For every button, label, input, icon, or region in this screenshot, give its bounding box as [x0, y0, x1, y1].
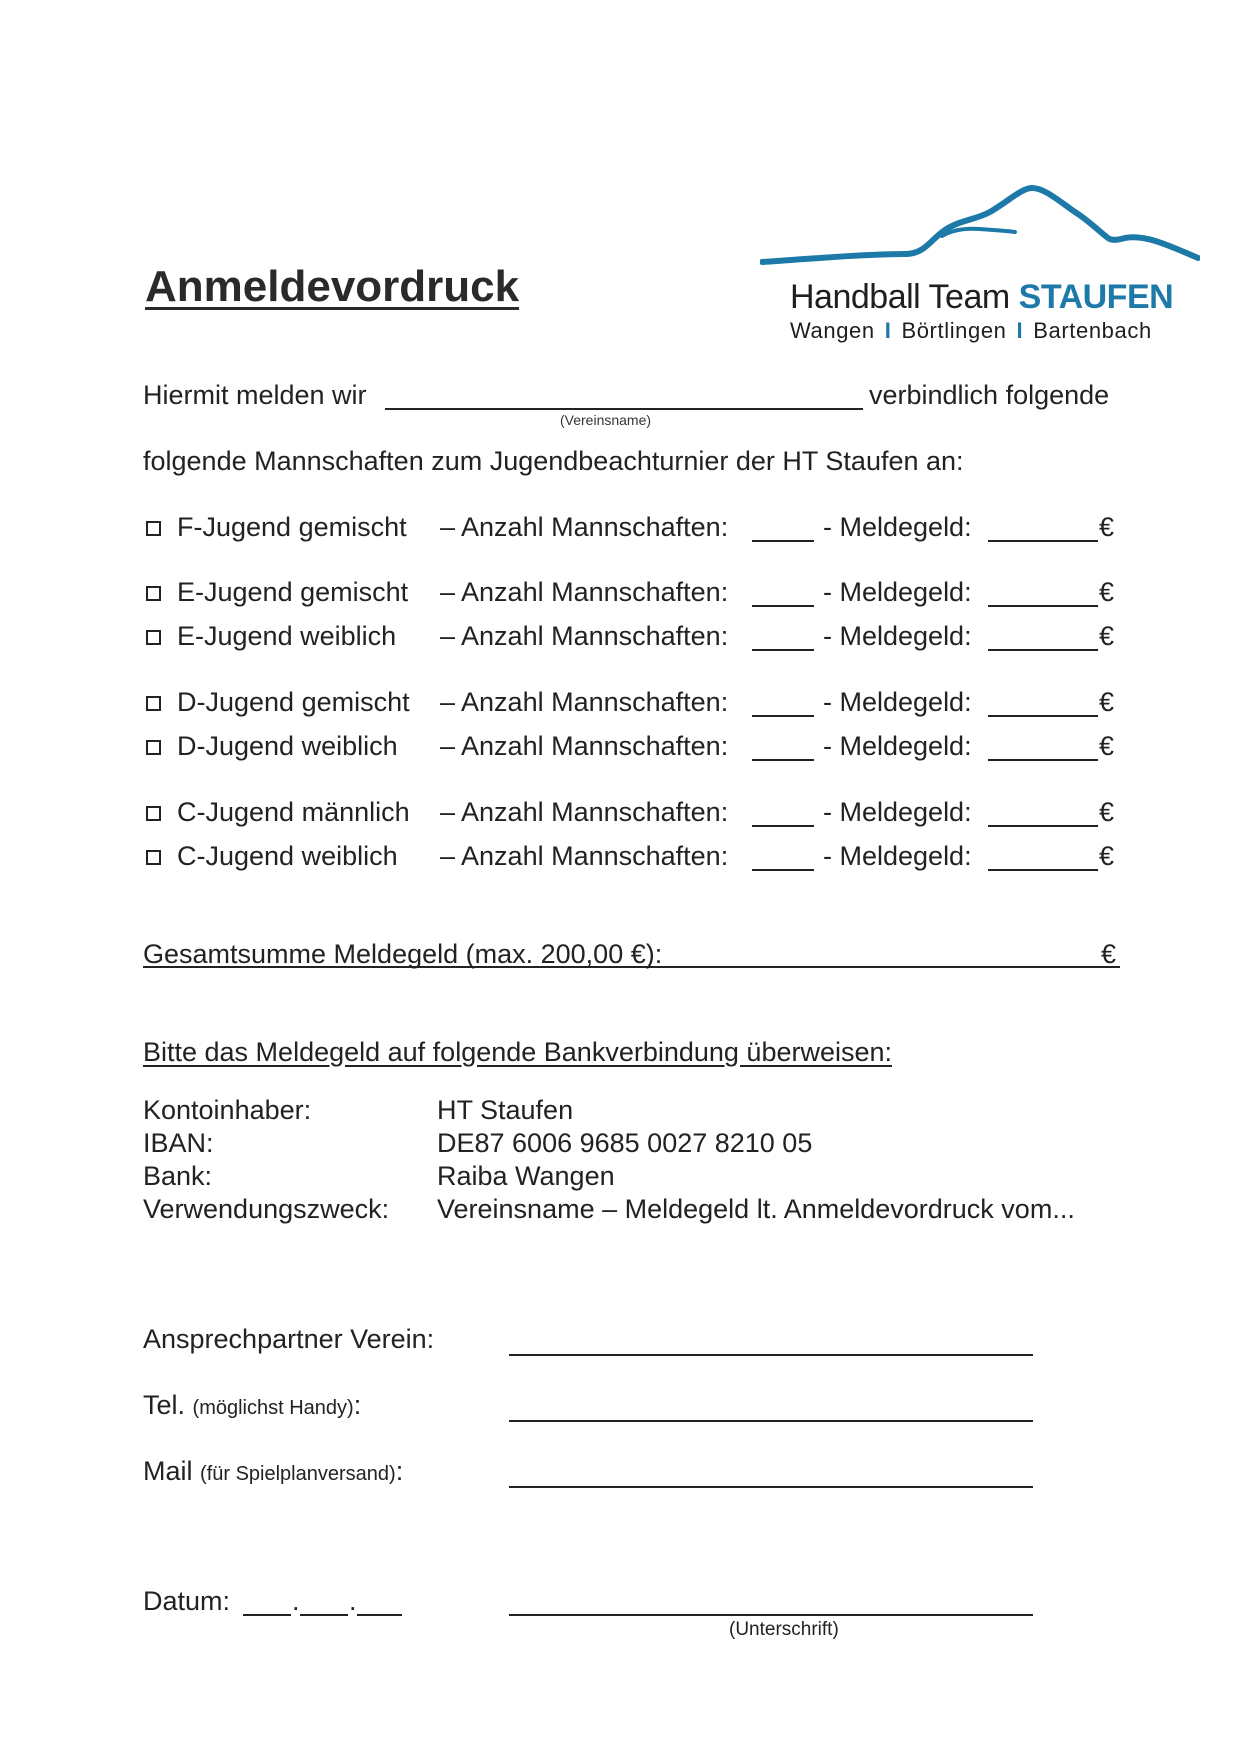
- contact-person-field[interactable]: [509, 1354, 1033, 1356]
- club-name-caption: (Vereinsname): [560, 412, 652, 428]
- team-count-label: – Anzahl Mannschaften:: [440, 512, 729, 542]
- bank-label-bank: Bank:: [143, 1161, 213, 1191]
- team-checkbox[interactable]: [146, 850, 161, 865]
- team-checkbox[interactable]: [146, 521, 161, 536]
- team-count-field[interactable]: [752, 605, 814, 607]
- club-name-field[interactable]: [385, 408, 863, 410]
- team-checkbox[interactable]: [146, 586, 161, 601]
- team-count-field[interactable]: [752, 825, 814, 827]
- bank-label-iban: IBAN:: [143, 1128, 214, 1158]
- team-fee-label: - Meldegeld:: [823, 731, 972, 761]
- logo-text: Handball Team STAUFEN: [790, 278, 1174, 316]
- team-count-label: – Anzahl Mannschaften:: [440, 577, 729, 607]
- page-title: Anmeldevordruck: [145, 262, 520, 311]
- team-count-field[interactable]: [752, 869, 814, 871]
- team-fee-currency: €: [1099, 797, 1115, 827]
- team-name: C-Jugend männlich: [177, 797, 410, 827]
- bank-label-purpose: Verwendungszweck:: [143, 1194, 390, 1224]
- signature-caption: (Unterschrift): [729, 1619, 839, 1640]
- logo-locations: Wangen I Börtlingen I Bartenbach: [790, 318, 1152, 343]
- date-separator: .: [349, 1586, 357, 1616]
- intro-suffix: verbindlich folgende: [869, 380, 1110, 410]
- team-count-field[interactable]: [752, 540, 814, 542]
- team-checkbox[interactable]: [146, 630, 161, 645]
- team-fee-field[interactable]: [988, 759, 1098, 761]
- team-fee-field[interactable]: [988, 715, 1098, 717]
- date-day-field[interactable]: [243, 1614, 291, 1616]
- tel-field[interactable]: [509, 1420, 1033, 1422]
- intro-line2: folgende Mannschaften zum Jugendbeachturnier der HT Staufen an:: [143, 446, 964, 476]
- bank-value-holder: HT Staufen: [437, 1095, 574, 1125]
- mail-field[interactable]: [509, 1486, 1033, 1488]
- team-fee-label: - Meldegeld:: [823, 512, 972, 542]
- total-label: Gesamtsumme Meldegeld (max. 200,00 €):: [143, 939, 663, 969]
- mountain-logo-icon: [760, 180, 1200, 270]
- team-checkbox[interactable]: [146, 740, 161, 755]
- bank-value-bank: Raiba Wangen: [437, 1161, 615, 1191]
- team-fee-currency: €: [1099, 621, 1115, 651]
- tel-label: Tel. (möglichst Handy):: [143, 1390, 362, 1420]
- total-amount-field[interactable]: [143, 966, 1120, 968]
- team-fee-field[interactable]: [988, 825, 1098, 827]
- bank-label-holder: Kontoinhaber:: [143, 1095, 312, 1125]
- team-fee-currency: €: [1099, 577, 1115, 607]
- team-fee-label: - Meldegeld:: [823, 621, 972, 651]
- team-name: E-Jugend gemischt: [177, 577, 409, 607]
- team-count-label: – Anzahl Mannschaften:: [440, 687, 729, 717]
- team-name: D-Jugend gemischt: [177, 687, 410, 717]
- team-name: D-Jugend weiblich: [177, 731, 398, 761]
- team-count-label: – Anzahl Mannschaften:: [440, 797, 729, 827]
- team-fee-field[interactable]: [988, 869, 1098, 871]
- bank-value-iban: DE87 6006 9685 0027 8210 05: [437, 1128, 813, 1158]
- date-month-field[interactable]: [300, 1614, 348, 1616]
- team-name: C-Jugend weiblich: [177, 841, 398, 871]
- mail-label: Mail (für Spielplanversand):: [143, 1456, 404, 1486]
- team-name: E-Jugend weiblich: [177, 621, 397, 651]
- date-separator: .: [292, 1586, 300, 1616]
- team-checkbox[interactable]: [146, 806, 161, 821]
- total-currency: €: [1101, 939, 1117, 969]
- team-fee-field[interactable]: [988, 649, 1098, 651]
- team-count-field[interactable]: [752, 759, 814, 761]
- team-fee-currency: €: [1099, 731, 1115, 761]
- date-year-field[interactable]: [357, 1614, 402, 1616]
- team-fee-field[interactable]: [988, 540, 1098, 542]
- signature-field[interactable]: [509, 1614, 1033, 1616]
- team-count-field[interactable]: [752, 715, 814, 717]
- contact-person-label: Ansprechpartner Verein:: [143, 1324, 435, 1354]
- team-fee-label: - Meldegeld:: [823, 687, 972, 717]
- team-fee-currency: €: [1099, 512, 1115, 542]
- team-fee-label: - Meldegeld:: [823, 797, 972, 827]
- team-name: F-Jugend gemischt: [177, 512, 407, 542]
- team-fee-label: - Meldegeld:: [823, 577, 972, 607]
- bank-value-purpose: Vereinsname – Meldegeld lt. Anmeldevordruck vom...: [437, 1194, 1075, 1224]
- bank-heading: Bitte das Meldegeld auf folgende Bankverbindung überweisen:: [143, 1037, 893, 1067]
- team-fee-field[interactable]: [988, 605, 1098, 607]
- team-fee-currency: €: [1099, 841, 1115, 871]
- team-count-label: – Anzahl Mannschaften:: [440, 621, 729, 651]
- team-checkbox[interactable]: [146, 696, 161, 711]
- team-fee-currency: €: [1099, 687, 1115, 717]
- date-label: Datum:: [143, 1586, 231, 1616]
- intro-prefix: Hiermit melden wir: [143, 380, 367, 410]
- team-count-label: – Anzahl Mannschaften:: [440, 841, 729, 871]
- team-count-label: – Anzahl Mannschaften:: [440, 731, 729, 761]
- team-fee-label: - Meldegeld:: [823, 841, 972, 871]
- team-count-field[interactable]: [752, 649, 814, 651]
